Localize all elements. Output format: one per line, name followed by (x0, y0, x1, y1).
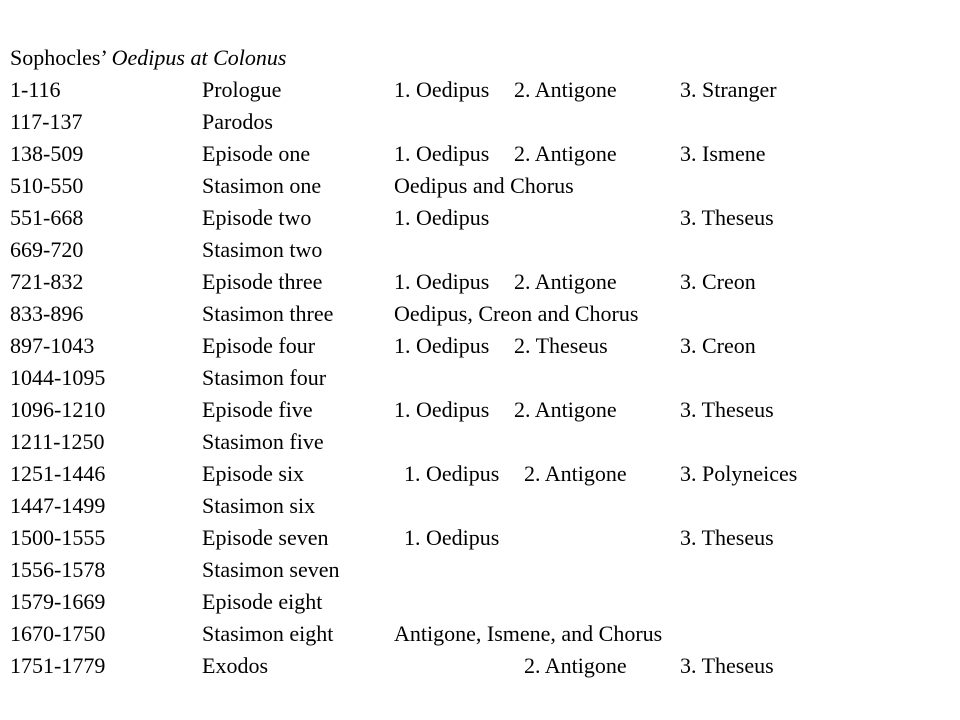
actor-2: 2. Antigone (514, 269, 617, 294)
line-range: 1044-1095 (10, 365, 106, 390)
document-title (10, 42, 940, 74)
line-range: 1670-1750 (10, 621, 106, 646)
actor-1: 1. Oedipus (394, 397, 490, 422)
actor-1: 1. Oedipus (404, 525, 500, 550)
section-name: Episode six (202, 461, 305, 486)
line-range: 1500-1555 (10, 525, 106, 550)
line-range: 138-509 (10, 141, 84, 166)
actor-3: 3. Polyneices (680, 461, 798, 486)
line-range: 1211-1250 (10, 429, 105, 454)
structure-row (10, 458, 940, 490)
section-name: Stasimon three (202, 301, 334, 326)
actor-1: 1. Oedipus (394, 141, 490, 166)
line-range: 1-116 (10, 77, 61, 102)
section-name: Stasimon eight (202, 621, 334, 646)
actor-2: 2. Antigone (514, 141, 617, 166)
actor-1: 1. Oedipus (404, 461, 500, 486)
structure-row (10, 298, 940, 330)
structure-row (10, 138, 940, 170)
actor-3: 3. Theseus (680, 653, 774, 678)
section-name: Parodos (202, 109, 273, 134)
structure-row (10, 202, 940, 234)
structure-row (10, 586, 940, 618)
section-name: Exodos (202, 653, 268, 678)
actor-1: 1. Oedipus (394, 77, 490, 102)
section-name: Episode five (202, 397, 313, 422)
structure-row (10, 426, 940, 458)
participants: Oedipus, Creon and Chorus (394, 301, 639, 326)
title-author: Sophocles’ (10, 45, 107, 70)
structure-row (10, 618, 940, 650)
structure-row (10, 330, 940, 362)
actor-2: 2. Theseus (514, 333, 608, 358)
structure-row (10, 554, 940, 586)
actor-2: 2. Antigone (514, 397, 617, 422)
line-range: 1447-1499 (10, 493, 106, 518)
participants: Oedipus and Chorus (394, 173, 574, 198)
structure-row (10, 234, 940, 266)
line-range: 897-1043 (10, 333, 95, 358)
structure-row (10, 74, 940, 106)
section-name: Episode eight (202, 589, 323, 614)
section-name: Episode one (202, 141, 311, 166)
structure-row (10, 106, 940, 138)
structure-row (10, 490, 940, 522)
actor-2: 2. Antigone (524, 653, 627, 678)
section-name: Stasimon five (202, 429, 324, 454)
line-range: 1579-1669 (10, 589, 106, 614)
section-name: Episode four (202, 333, 316, 358)
line-range: 510-550 (10, 173, 84, 198)
actor-3: 3. Theseus (680, 525, 774, 550)
line-range: 833-896 (10, 301, 84, 326)
section-name: Episode seven (202, 525, 329, 550)
actor-1: 1. Oedipus (394, 333, 490, 358)
actor-3: 3. Stranger (680, 77, 777, 102)
actor-3: 3. Theseus (680, 397, 774, 422)
actor-3: 3. Creon (680, 269, 756, 294)
line-range: 1096-1210 (10, 397, 106, 422)
actor-2: 2. Antigone (514, 77, 617, 102)
line-range: 1556-1578 (10, 557, 106, 582)
line-range: 551-668 (10, 205, 84, 230)
structure-row (10, 650, 940, 682)
structure-row (10, 266, 940, 298)
actor-1: 1. Oedipus (394, 269, 490, 294)
section-name: Episode three (202, 269, 323, 294)
section-name: Stasimon one (202, 173, 322, 198)
line-range: 669-720 (10, 237, 84, 262)
structure-row (10, 394, 940, 426)
actor-2: 2. Antigone (524, 461, 627, 486)
title-play: Oedipus at Colonus (111, 45, 287, 70)
line-range: 117-137 (10, 109, 83, 134)
structure-row (10, 170, 940, 202)
line-range: 1751-1779 (10, 653, 106, 678)
section-name: Stasimon seven (202, 557, 340, 582)
actor-3: 3. Creon (680, 333, 756, 358)
actor-1: 1. Oedipus (394, 205, 490, 230)
section-name: Stasimon two (202, 237, 323, 262)
actor-3: 3. Ismene (680, 141, 766, 166)
structure-row (10, 522, 940, 554)
section-name: Stasimon four (202, 365, 327, 390)
line-range: 721-832 (10, 269, 84, 294)
line-range: 1251-1446 (10, 461, 106, 486)
structure-row (10, 362, 940, 394)
actor-3: 3. Theseus (680, 205, 774, 230)
participants: Antigone, Ismene, and Chorus (394, 621, 663, 646)
section-name: Prologue (202, 77, 282, 102)
section-name: Episode two (202, 205, 312, 230)
play-structure-document (10, 42, 940, 682)
section-name: Stasimon six (202, 493, 316, 518)
